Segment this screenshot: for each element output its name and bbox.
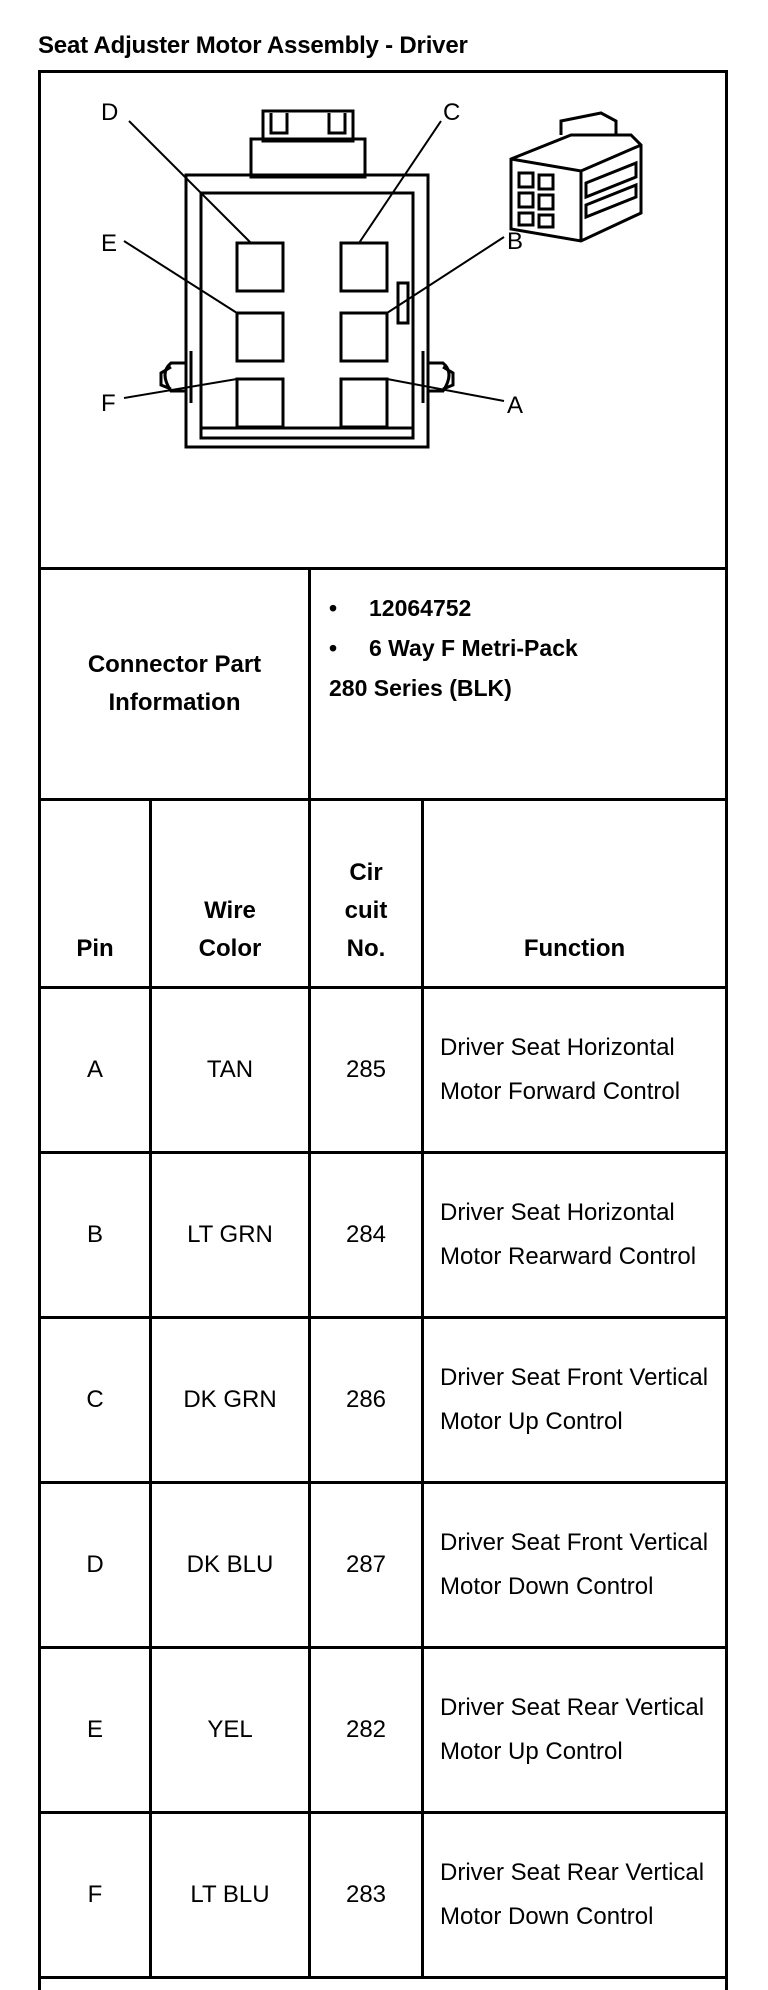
pin-label-d: D — [101, 99, 119, 126]
bullet-mark: • — [329, 635, 338, 661]
pin-label-b: B — [507, 228, 524, 255]
connector-type-bullet — [329, 628, 725, 668]
pin-cell: F — [41, 1814, 152, 1976]
wire-color-cell: LT BLU — [152, 1814, 311, 1976]
header-circuit-no: Cir cuit No. — [311, 801, 424, 986]
circuit-cell: 284 — [311, 1154, 424, 1316]
connector-part-info-values — [311, 570, 725, 708]
pin-label-e: E — [101, 230, 118, 257]
function-cell: Driver Seat Front Vertical Motor Down Control — [440, 1529, 709, 1600]
table-row — [41, 1154, 725, 1319]
part-number-bullet — [329, 588, 725, 628]
wire-color-cell: LT GRN — [152, 1154, 311, 1316]
pin-cell: E — [41, 1649, 152, 1811]
connector-table-frame — [38, 70, 728, 1990]
connector-part-info-row — [41, 570, 725, 801]
table-row — [41, 1814, 725, 1979]
function-cell: Driver Seat Horizontal Motor Forward Control — [440, 1034, 681, 1105]
connector-series: 280 Series (BLK) — [329, 675, 512, 701]
table-row — [41, 989, 725, 1154]
header-wire-color: Wire Color — [152, 801, 311, 986]
pin-label-c: C — [443, 99, 461, 126]
wire-color-cell: TAN — [152, 989, 311, 1151]
wire-color-cell: DK BLU — [152, 1484, 311, 1646]
circuit-cell: 283 — [311, 1814, 424, 1976]
function-cell: Driver Seat Rear Vertical Motor Up Control — [440, 1694, 705, 1765]
circuit-cell: 282 — [311, 1649, 424, 1811]
pin-cell: B — [41, 1154, 152, 1316]
part-number: 12064752 — [369, 595, 472, 621]
pin-cell: C — [41, 1319, 152, 1481]
table-header-row — [41, 801, 725, 989]
table-row — [41, 1319, 725, 1484]
wire-color-cell: YEL — [152, 1649, 311, 1811]
bullet-mark: • — [329, 595, 338, 621]
pinout-table — [41, 801, 725, 1979]
function-cell: Driver Seat Rear Vertical Motor Down Control — [440, 1859, 705, 1930]
page-title: Seat Adjuster Motor Assembly - Driver — [38, 32, 468, 59]
function-cell: Driver Seat Horizontal Motor Rearward Control — [440, 1199, 697, 1270]
connector-type: 6 Way F Metri-Pack — [369, 635, 578, 661]
circuit-cell: 286 — [311, 1319, 424, 1481]
connector-diagram — [41, 73, 725, 570]
pin-cell: D — [41, 1484, 152, 1646]
circuit-cell: 285 — [311, 989, 424, 1151]
header-pin: Pin — [41, 801, 152, 986]
connector-face-drawing — [41, 73, 725, 567]
header-function: Function — [523, 935, 626, 962]
pin-label-f: F — [101, 390, 116, 417]
connector-part-info-label: Connector Part Information — [41, 570, 311, 798]
pin-label-a: A — [507, 392, 524, 419]
table-row — [41, 1484, 725, 1649]
circuit-cell: 287 — [311, 1484, 424, 1646]
pin-cell: A — [41, 989, 152, 1151]
function-cell: Driver Seat Front Vertical Motor Up Control — [440, 1364, 709, 1435]
table-row — [41, 1649, 725, 1814]
wire-color-cell: DK GRN — [152, 1319, 311, 1481]
